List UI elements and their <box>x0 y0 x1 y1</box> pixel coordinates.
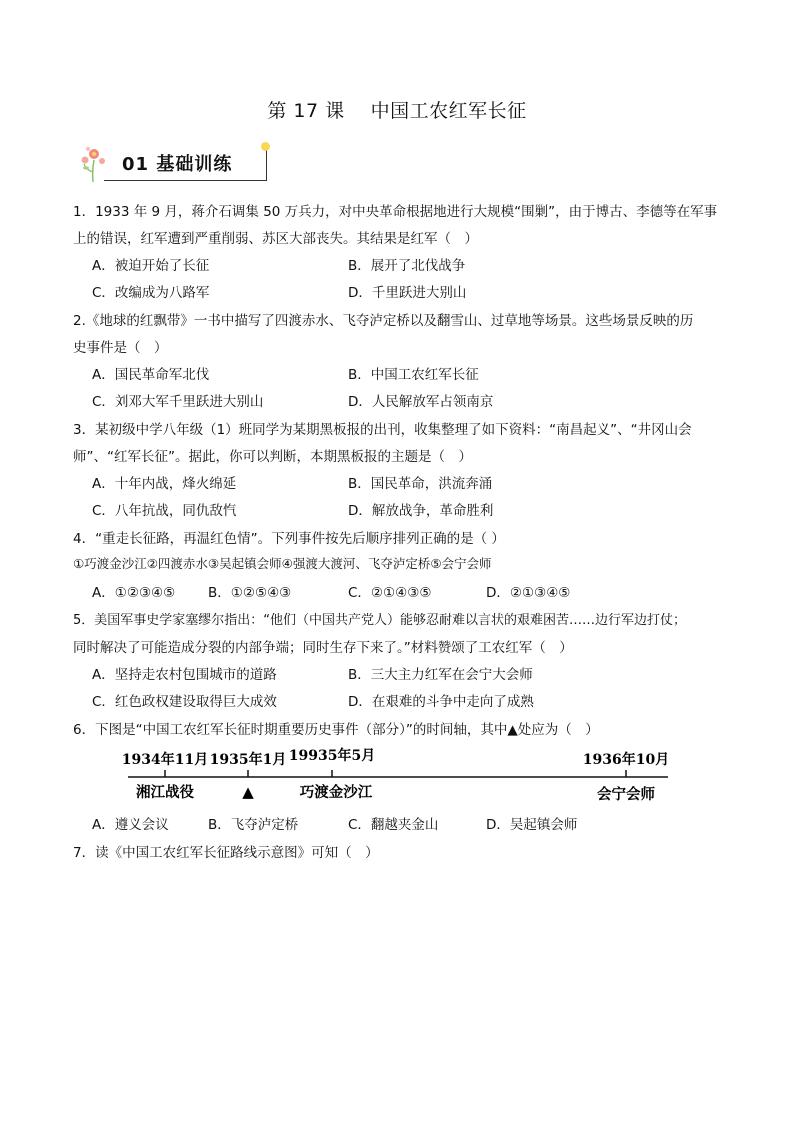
q2-option-b[interactable]: B．中国工农红军长征 <box>348 367 479 383</box>
q5-stem-line2: 同时解决了可能造成分裂的内部争端；同时生存下来了。”材料赞颂了工农红军（ ） <box>73 640 573 656</box>
timeline-date: 19935年5月 <box>288 748 376 764</box>
q1-option-d[interactable]: D．千里跃进大别山 <box>348 285 467 301</box>
timeline-event: 巧渡金沙江 <box>299 784 373 801</box>
page-title: 第 17 课 中国工农红军长征 <box>267 100 527 122</box>
q5-option-d[interactable]: D．在艰难的斗争中走向了成熟 <box>348 694 534 710</box>
q3-option-c[interactable]: C．八年抗战，同仇敌忾 <box>92 503 237 519</box>
q3-stem-line1: 3．某初级中学八年级（1）班同学为某期黑板报的出刊，收集整理了如下资料：“南昌起义”、“井冈山会 <box>73 422 692 438</box>
q5-option-b[interactable]: B．三大主力红军在会宁大会师 <box>348 667 533 683</box>
q5-option-c[interactable]: C．红色政权建设取得巨大成效 <box>92 694 277 710</box>
q3-option-a[interactable]: A．十年内战，烽火绵延 <box>92 476 237 492</box>
section-label: 01 基础训练 <box>122 154 233 175</box>
q2-stem-line1: 2.《地球的红飘带》一书中描写了四渡赤水、飞夺泸定桥以及翻雪山、过草地等场景。这些场景反映的历 <box>73 313 694 329</box>
q4-option-a[interactable]: A．①②③④⑤ <box>92 585 176 601</box>
q3-option-b[interactable]: B．国民革命，洪流奔涌 <box>348 476 493 492</box>
timeline-date: 1935年1月 <box>209 752 287 768</box>
q7-stem-line1: 7．读《中国工农红军长征路线示意图》可知（ ） <box>73 845 379 861</box>
q4-option-d[interactable]: D．②①③④⑤ <box>486 585 571 601</box>
q1-option-c[interactable]: C．改编成为八路军 <box>92 285 210 301</box>
q2-option-d[interactable]: D．人民解放军占领南京 <box>348 394 494 410</box>
timeline-diagram <box>120 742 680 808</box>
q6-option-c[interactable]: C．翻越夹金山 <box>348 817 439 833</box>
q5-stem-line1: 5．美国军事史学家塞缪尔指出：“他们（中国共产党人）能够忍耐难以言状的艰难困苦……边行军边打仗； <box>73 613 687 628</box>
q4-stem-line1: 4．“重走长征路，再温红色情”。下列事件按先后顺序排列正确的是（ ） <box>73 531 505 547</box>
decor-dot <box>261 142 270 151</box>
section-header <box>78 142 274 184</box>
q5-option-a[interactable]: A．坚持走农村包围城市的道路 <box>92 667 277 683</box>
timeline-event: 湘江战役 <box>136 784 194 801</box>
q1-stem-line1: 1．1933 年 9 月，蒋介石调集 50 万兵力，对中央革命根据地进行大规模“围剿”，由于博古、李德等在军事 <box>73 204 718 220</box>
q3-option-d[interactable]: D．解放战争，革命胜利 <box>348 503 494 519</box>
q4-option-c[interactable]: C．②①④③⑤ <box>348 585 432 601</box>
q6-stem-line1: 6．下图是“中国工农红军长征时期重要历史事件（部分）”的时间轴，其中▲处应为（ ） <box>73 722 599 738</box>
q6-option-d[interactable]: D．吴起镇会师 <box>486 817 578 833</box>
q6-option-b[interactable]: B．飞夺泸定桥 <box>208 817 299 833</box>
timeline-event-blank: ▲ <box>242 783 254 801</box>
q3-stem-line2: 师”、“红军长征”。据此，你可以判断，本期黑板报的主题是（ ） <box>73 449 472 465</box>
q2-option-c[interactable]: C．刘邓大军千里跃进大别山 <box>92 394 264 410</box>
timeline-date: 1934年11月 <box>121 752 209 768</box>
q4-option-b[interactable]: B．①②⑤④③ <box>208 585 292 601</box>
q6-option-a[interactable]: A．遵义会议 <box>92 817 169 833</box>
q1-option-b[interactable]: B．展开了北伐战争 <box>348 258 466 274</box>
timeline-event: 会宁会师 <box>597 786 655 803</box>
q4-stem-line2: ①巧渡金沙江②四渡赤水③吴起镇会师④强渡大渡河、飞夺泸定桥⑤会宁会师 <box>73 556 492 571</box>
q2-stem-line2: 史事件是（ ） <box>73 340 168 356</box>
timeline-date: 1936年10月 <box>582 752 670 768</box>
q1-option-a[interactable]: A．被迫开始了长征 <box>92 258 210 274</box>
q2-option-a[interactable]: A．国民革命军北伐 <box>92 367 210 383</box>
q1-stem-line2: 上的错误，红军遭到严重削弱、苏区大部丧失。其结果是红军（ ） <box>73 231 478 247</box>
